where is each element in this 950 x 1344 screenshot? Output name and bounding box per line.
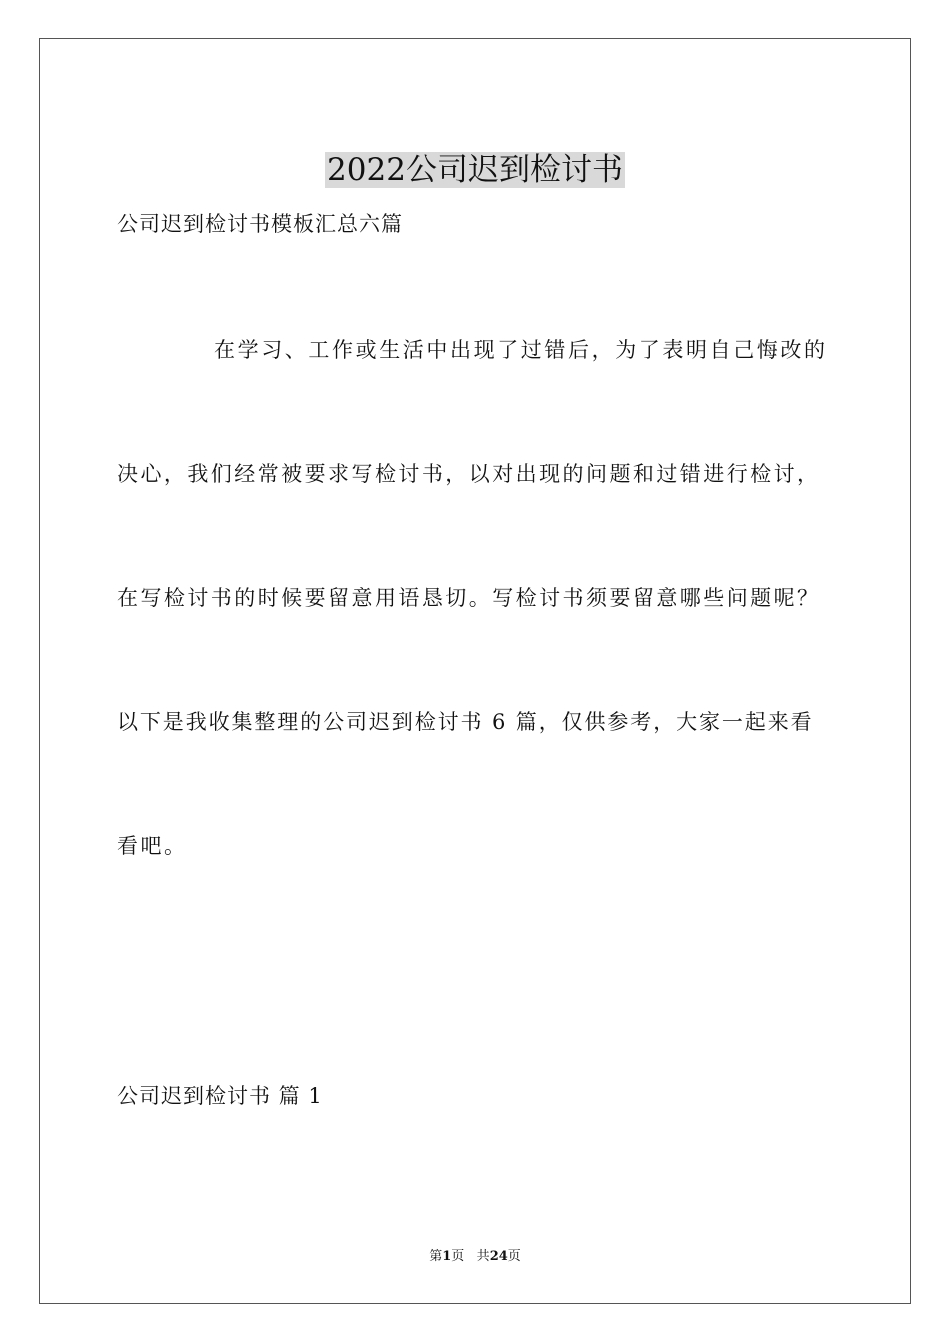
intro-paragraph-line: 看吧。 [117,834,188,858]
total-suffix: 页 [507,1249,521,1264]
intro-paragraph-line: 在写检讨书的时候要留意用语恳切。写检讨书须要留意哪些问题呢？ [117,586,821,610]
document-title-text: 2022公司迟到检讨书 [327,151,623,188]
document-subtitle: 公司迟到检讨书模板汇总六篇 [117,212,403,236]
page-suffix: 页 [451,1249,465,1264]
total-prefix: 共 [476,1249,490,1264]
intro-paragraph-line: 在学习、工作或生活中出现了过错后，为了表明自己悔改的 [214,338,828,362]
section-heading: 公司迟到检讨书 篇 1 [117,1084,323,1108]
page-prefix: 第 [429,1249,443,1264]
intro-paragraph-line: 决心，我们经常被要求写检讨书，以对出现的问题和过错进行检讨， [117,462,821,486]
total-pages-number: 24 [489,1249,508,1264]
page-footer [0,1248,950,1266]
document-title [0,149,950,191]
intro-paragraph-line: 以下是我收集整理的公司迟到检讨书 6 篇，仅供参考，大家一起来看 [117,710,814,734]
current-page-number: 1 [442,1249,452,1264]
